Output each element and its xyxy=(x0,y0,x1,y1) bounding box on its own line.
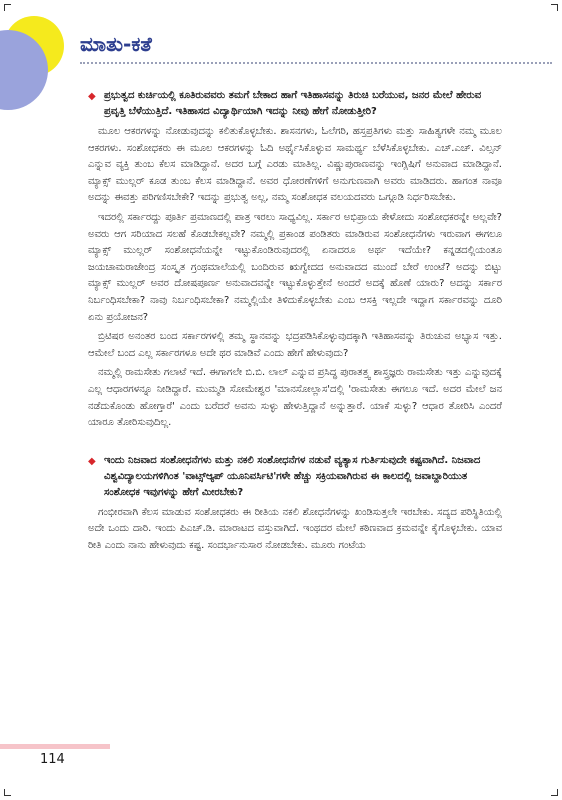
section-gap xyxy=(88,435,502,453)
page-number: 114 xyxy=(40,752,65,767)
answer-2-paragraph-1: ಗಂಭೀರವಾಗಿ ಕೆಲಸ ಮಾಡುವ ಸಂಶೋಧಕರು ಈ ರೀತಿಯ ನಕಲಿ ಶೋಧನೆಗಳನ್ನು ಖಂಡಿಸುತ್ತಲೇ ಇರಬೇಕು. ಸದ್ಯದ ಪರಿಸ್ಥಿತಿಯಲ್ಲಿ ಅದೇ ಒಂದು ದಾರಿ. ಇಂದು ಪಿಎಚ್.ಡಿ. ಮಾರಾಟದ ವಸ್ತುವಾಗಿದೆ. ಇಂಥದರ ಮೇಲೆ ಕಠಿಣವಾದ ಕ್ರಮವನ್ನೇ ಕೈಗೊಳ್ಳಬೇಕು. ಯಾವ ರೀತಿ ಎಂದು ನಾನು ಹೇಳುವುದು ಕಷ್ಟ. ಸಂದರ್ಭಾನುಸಾರ ನೋಡಬೇಕು. ಮೂರು ಗಂಟೆಯ xyxy=(88,506,502,551)
page-number-bar xyxy=(0,744,110,749)
answer-1-paragraph-1: ಮೂಲ ಆಕರಗಳನ್ನು ನೋಡುವುದನ್ನು ಕಲಿತುಕೊಳ್ಳಬೇಕು. ಶಾಸನಗಳು, ಓಲೆಗರಿ, ಹಸ್ತಪ್ರತಿಗಳು ಮತ್ತು ಸಾಹಿತ್ಯಗಳೇ ನಮ್ಮ ಮೂಲ ಆಕರಗಳು. ಸಂಶೋಧಕರು ಈ ಮೂಲ ಆಕರಗಳನ್ನು ಓದಿ ಅರ್ಥೈಸಿಕೊಳ್ಳುವ ಸಾಮರ್ಥ್ಯ ಬೆಳೆಸಿಕೊಳ್ಳಬೇಕು. ಎಚ್.ಎಚ್. ವಿಲ್ಸನ್ ಎನ್ನುವ ವ್ಯಕ್ತಿ ತುಂಬ ಕೆಲಸ ಮಾಡಿದ್ದಾನೆ. ಅದರ ಬಗ್ಗೆ ಎರಡು ಮಾತಿಲ್ಲ. ವಿಷ್ಣುಪುರಾಣವನ್ನು ಇಂಗ್ಲಿಷಿಗೆ ಅನುವಾದ ಮಾಡಿದ್ದಾನೆ. ಮ್ಯಾಕ್ಸ್ ಮುಲ್ಲರ್ ಕೂಡ ತುಂಬ ಕೆಲಸ ಮಾಡಿದ್ದಾನೆ. ಅವರ ಧೋರಣೆಗಳಿಗೆ ಅನುಗುಣವಾಗಿ ಅವರು ಮಾಡಿದರು. ಹಾಗಂತ ನಾವೂ ಅದನ್ನು ಈವತ್ತು ಪರಿಗಣಿಸಬೇಕೇ? ಇದನ್ನು ಪ್ರಭುತ್ವ ಅಲ್ಲ, ನಮ್ಮ ಸಂಶೋಧಕ ವಲಯದವರು ಒಗ್ಗೂಡಿ ನಿರ್ಧರಿಸಬೇಕು. xyxy=(88,126,502,204)
question-1 xyxy=(88,88,502,120)
answer-1-paragraph-2: ಇದರಲ್ಲಿ ಸರ್ಕಾರದ್ದು ಪೂರ್ತಿ ಪ್ರಮಾಣದಲ್ಲಿ ಪಾತ್ರ ಇರಲು ಸಾಧ್ಯವಿಲ್ಲ. ಸರ್ಕಾರ ಅಭಿಪ್ರಾಯ ಕೇಳೋದು ಸಂಶೋಧಕರನ್ನೇ ಅಲ್ಲವೇ? ಅವರು ಆಗ ಸರಿಯಾದ ಸಲಹೆ ಕೊಡಬೇಕಲ್ಲವೇ? ನಮ್ಮಲ್ಲಿ ಪ್ರಕಾಂಡ ಪಂಡಿತರು ಮಾಡಿರುವ ಸಂಶೋಧನೆಗಳು ಇರುವಾಗ ಈಗಲೂ ಮ್ಯಾಕ್ಸ್ ಮುಲ್ಲರ್ ಸಂಶೋಧನೆಯನ್ನೇ ಇಟ್ಟುಕೊಂಡಿರುವುದರಲ್ಲಿ ಏನಾದರೂ ಅರ್ಥ ಇದೆಯೇ? ಕನ್ನಡದಲ್ಲಿಯಂತೂ ಜಯಚಾಮರಾಜೇಂದ್ರ ಸಂಸ್ಕೃತ ಗ್ರಂಥಮಾಲೆಯಲ್ಲಿ ಬಂದಿರುವ ಋಗ್ವೇದದ ಅನುವಾದದ ಮುಂದೆ ಬೇರೆ ಉಂಟೆ? ಅದನ್ನು ಬಿಟ್ಟು ಮ್ಯಾಕ್ಸ್ ಮುಲ್ಲರ್ ಅವರ ದೋಷಪೂರ್ಣ ಅನುವಾದವನ್ನೇ ಇಟ್ಟುಕೊಳ್ಳುತ್ತೇನೆ ಅಂದರೆ ಅದಕ್ಕೆ ಹೊಣೆ ಯಾರು? ಅದನ್ನು ಸರ್ಕಾರ ನಿರ್ಬಂಧಿಸಬೇಕಾ? ನಾವು ನಿರ್ಬಂಧಿಸಬೇಕಾ? ನಮ್ಮಲ್ಲಿಯೇ ತಿಳಿದುಕೊಳ್ಳಬೇಕು ಎಂಬ ಆಸಕ್ತಿ ಇಲ್ಲದೇ ಇದ್ದಾಗ ಸರ್ಕಾರವನ್ನು ದೂರಿ ಏನು ಪ್ರಯೋಜನ? xyxy=(88,211,502,323)
question-1-text: ಪ್ರಭುತ್ವದ ಕುರ್ಚಿಯಲ್ಲಿ ಕೂತಿರುವವರು ತಮಗೆ ಬೇಕಾದ ಹಾಗೆ ಇತಿಹಾಸವನ್ನು ತಿರುಚಿ ಬರೆಯುವ, ಜನರ ಮೇಲೆ ಹೇರುವ ಪ್ರವೃತ್ತಿ ಬೆಳೆಯುತ್ತಿದೆ. ಇತಿಹಾಸದ ವಿದ್ಯಾರ್ಥಿಯಾಗಿ ಇದನ್ನು ನೀವು ಹೇಗೆ ನೋಡುತ್ತೀರಿ? xyxy=(104,90,482,117)
answer-1-paragraph-3: ಬ್ರಿಟಿಷರ ಅನಂತರ ಬಂದ ಸರ್ಕಾರಗಳಲ್ಲಿ ತಮ್ಮ ಸ್ಥಾನವನ್ನು ಭದ್ರಪಡಿಸಿಕೊಳ್ಳುವುದಕ್ಕಾಗಿ ಇತಿಹಾಸವನ್ನು ತಿರುಚುವ ಅಭ್ಯಾಸ ಇತ್ತು. ಆಮೇಲೆ ಬಂದ ಎಲ್ಲ ಸರ್ಕಾರಗಳೂ ಅದೇ ಥರ ಮಾಡಿವೆ ಎಂದು ಹೇಗೆ ಹೇಳುವುದು? xyxy=(88,331,502,359)
decorative-circles xyxy=(0,0,80,130)
red-diamond-bullet-icon: ◆ xyxy=(88,455,96,467)
question-2-text: ಇಂದು ನಿಜವಾದ ಸಂಶೋಧನೆಗಳು ಮತ್ತು ನಕಲಿ ಸಂಶೋಧನೆಗಳ ನಡುವೆ ವ್ಯತ್ಯಾಸ ಗುರ್ತಿಸುವುದೇ ಕಷ್ಟವಾಗಿದೆ. ನಿಜವಾದ ವಿಶ್ವವಿದ್ಯಾಲಯಗಳಿಗಿಂತ 'ವಾಟ್ಸ್‌ಆ್ಯಪ್ ಯೂನಿವರ್ಸಿಟಿ'ಗಳೇ ಹೆಚ್ಚು ಸಕ್ರಿಯವಾಗಿರುವ ಈ ಕಾಲದಲ್ಲಿ ಜವಾಬ್ದಾರಿಯುತ ಸಂಶೋಧಕ ಇವುಗಳನ್ನು ಹೇಗೆ ಮೀರಬೇಕು? xyxy=(104,454,481,498)
interview-content xyxy=(88,88,502,557)
question-2 xyxy=(88,453,502,501)
crop-mark-bottom-left xyxy=(4,789,11,796)
red-diamond-bullet-icon: ◆ xyxy=(88,91,96,102)
title-dotted-rule xyxy=(80,62,552,64)
section-title: ಮಾತು-ಕತೆ xyxy=(80,32,152,56)
answer-1-paragraph-4: ನಮ್ಮಲ್ಲಿ ರಾಮಸೇತು ಗಲಾಟೆ ಇದೆ. ಈಗಾಗಲೇ ಬಿ.ಬಿ. ಲಾಲ್ ಎನ್ನುವ ಪ್ರಸಿದ್ಧ ಪುರಾತತ್ತ್ವ ಶಾಸ್ತ್ರಜ್ಞರು ರಾಮಸೇತು ಇತ್ತು ಎನ್ನುವುದಕ್ಕೆ ಎಲ್ಲ ಆಧಾರಗಳನ್ನೂ ನೀಡಿದ್ದಾರೆ. ಮುಮ್ಮಡಿ ಸೋಮೇಶ್ವರ 'ಮಾನಸೋಲ್ಲಾಸ'ದಲ್ಲಿ 'ರಾಮಸೇತು ಈಗಲೂ ಇದೆ. ಅದರ ಮೇಲೆ ಜನ ನಡೆದುಕೊಂಡು ಹೋಗ್ತಾರೆ' ಎಂದು ಬರೆದರೆ ಅವನು ಸುಳ್ಳು ಹೇಳುತ್ತಿದ್ದಾನೆ ಅನ್ನುತ್ತಾರೆ. ಯಾಕೆ ಸುಳ್ಳು? ಆಧಾರ ತೋರಿಸಿ ಎಂದರೆ ಯಾರೂ ತೋರಿಸುವುದಿಲ್ಲ. xyxy=(88,367,502,429)
crop-mark-bottom-right xyxy=(551,789,558,796)
crop-mark-top-right xyxy=(551,4,558,11)
